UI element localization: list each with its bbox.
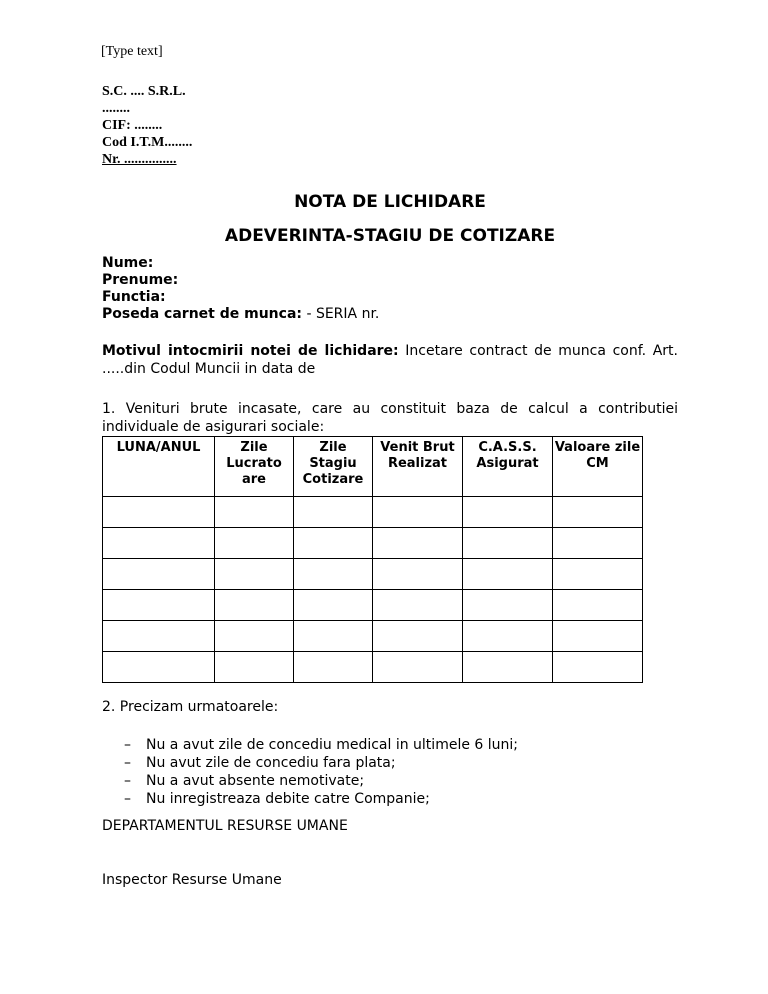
- motiv-paragraph: [102, 342, 678, 378]
- table-row: [103, 621, 643, 652]
- section1-text: 1. Venituri brute incasate, care au constituit baza de calcul a contributiei individuale de asigurari sociale:: [102, 401, 678, 435]
- bullet-dash: –: [124, 755, 131, 771]
- table-cell[interactable]: [103, 652, 215, 683]
- table-row: [103, 652, 643, 683]
- list-item: [124, 790, 518, 808]
- table-cell[interactable]: [294, 652, 373, 683]
- table-row: [103, 497, 643, 528]
- table-row: [103, 590, 643, 621]
- table-cell[interactable]: [103, 590, 215, 621]
- table-cell[interactable]: [294, 621, 373, 652]
- section2-list: [124, 736, 518, 808]
- table-cell[interactable]: [553, 652, 643, 683]
- list-item: [124, 754, 518, 772]
- bullet-dash: –: [124, 773, 131, 789]
- field-nume: [102, 255, 153, 272]
- table-cell[interactable]: [553, 497, 643, 528]
- table-cell[interactable]: [294, 590, 373, 621]
- company-cod-itm: Cod I.T.M........: [102, 135, 193, 150]
- company-line-2: ........: [102, 101, 130, 116]
- company-nr: Nr. ...............: [102, 152, 177, 167]
- table-cell[interactable]: [553, 528, 643, 559]
- table-cell[interactable]: [463, 621, 553, 652]
- table-cell[interactable]: [373, 559, 463, 590]
- motiv-label: Motivul intocmirii notei de lichidare:: [102, 343, 399, 359]
- table-cell[interactable]: [103, 497, 215, 528]
- inspector-label: Inspector Resurse Umane: [102, 872, 282, 888]
- list-item-text: Nu a avut absente nemotivate;: [146, 773, 365, 789]
- table-cell[interactable]: [463, 559, 553, 590]
- table-cell[interactable]: [373, 590, 463, 621]
- field-functia-label: Functia:: [102, 289, 166, 305]
- table-cell[interactable]: [553, 559, 643, 590]
- document-subtitle: ADEVERINTA-STAGIU DE COTIZARE: [224, 226, 556, 246]
- table-header-row: [103, 437, 643, 497]
- header-placeholder-text: [Type text]: [101, 44, 163, 59]
- table-cell[interactable]: [373, 497, 463, 528]
- table-cell[interactable]: [294, 497, 373, 528]
- list-item: [124, 772, 518, 790]
- table-row: [103, 559, 643, 590]
- table-cell[interactable]: [294, 559, 373, 590]
- table-row: [103, 528, 643, 559]
- table-cell[interactable]: [463, 528, 553, 559]
- header-valoare-cm: Valoare zile CM: [553, 437, 643, 497]
- field-prenume-label: Prenume:: [102, 272, 179, 288]
- motiv-text: Incetare contract de munca conf. Art. .....din Codul Muncii in data de: [102, 343, 678, 377]
- bullet-dash: –: [124, 791, 131, 807]
- table-cell[interactable]: [373, 652, 463, 683]
- field-carnet-value: - SERIA nr.: [302, 306, 380, 322]
- section2-heading: 2. Precizam urmatoarele:: [102, 699, 279, 715]
- table-cell[interactable]: [215, 621, 294, 652]
- table-cell[interactable]: [373, 528, 463, 559]
- header-zile-stagiu: Zile Stagiu Cotizare: [294, 437, 373, 497]
- table-cell[interactable]: [463, 652, 553, 683]
- income-table: [102, 436, 643, 683]
- table-cell[interactable]: [215, 652, 294, 683]
- table-cell[interactable]: [294, 528, 373, 559]
- list-item: [124, 736, 518, 754]
- table-cell[interactable]: [553, 590, 643, 621]
- company-cif: CIF: ........: [102, 118, 163, 133]
- field-prenume: [102, 272, 178, 289]
- table-cell[interactable]: [103, 528, 215, 559]
- table-cell[interactable]: [103, 621, 215, 652]
- field-functia: [102, 289, 166, 306]
- table-cell[interactable]: [463, 497, 553, 528]
- table-cell[interactable]: [103, 559, 215, 590]
- document-title: NOTA DE LICHIDARE: [294, 192, 486, 212]
- table-cell[interactable]: [463, 590, 553, 621]
- table-cell[interactable]: [373, 621, 463, 652]
- bullet-dash: –: [124, 737, 131, 753]
- header-luna-anul: LUNA/ANUL: [103, 437, 215, 497]
- table-cell[interactable]: [553, 621, 643, 652]
- field-carnet: [102, 306, 379, 323]
- header-venit-brut: Venit Brut Realizat: [373, 437, 463, 497]
- table-cell[interactable]: [215, 559, 294, 590]
- table-cell[interactable]: [215, 528, 294, 559]
- header-zile-lucratoare: Zile Lucrato are: [215, 437, 294, 497]
- field-nume-label: Nume:: [102, 255, 154, 271]
- header-cass: C.A.S.S. Asigurat: [463, 437, 553, 497]
- table-cell[interactable]: [215, 590, 294, 621]
- list-item-text: Nu inregistreaza debite catre Companie;: [146, 791, 430, 807]
- table-cell[interactable]: [215, 497, 294, 528]
- company-name: S.C. .... S.R.L.: [102, 84, 186, 99]
- list-item-text: Nu a avut zile de concediu medical in ultimele 6 luni;: [146, 737, 518, 753]
- list-item-text: Nu avut zile de concediu fara plata;: [146, 755, 396, 771]
- department-label: DEPARTAMENTUL RESURSE UMANE: [102, 818, 348, 834]
- field-carnet-label: Poseda carnet de munca:: [102, 306, 302, 322]
